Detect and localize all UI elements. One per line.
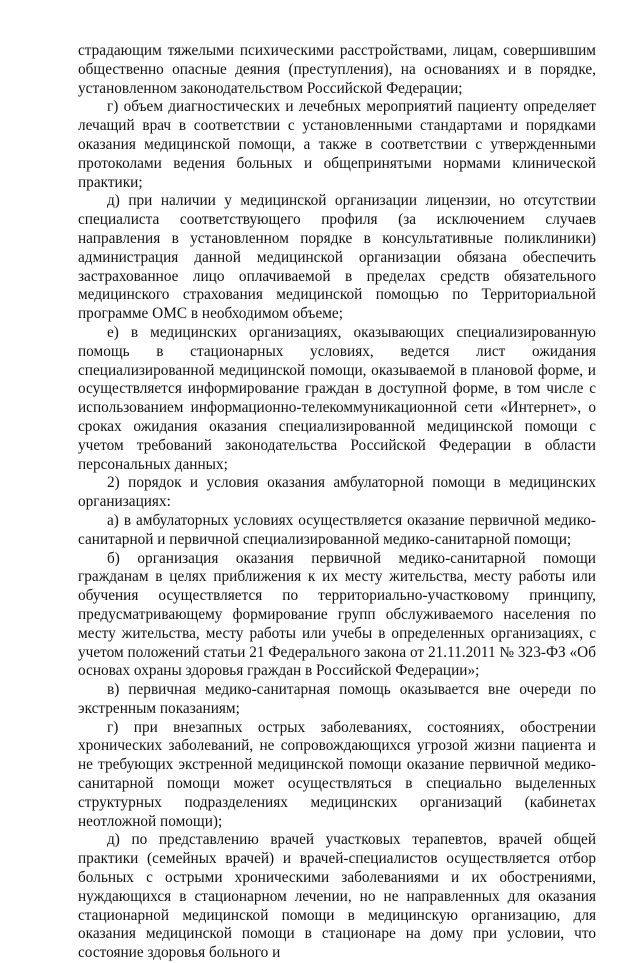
paragraph-d-license: д) при наличии у медицинской организации лицензии, но отсутствии специалиста соответствующего профиля (за исключением случаев направления в установленном порядке в консультативные поликлиники) администрация данной медицинской организации обязана обеспечить застрахованное лицо оплачиваемой в пределах средств обязательного медицинского страхования медицинской помощью по Территориальной программе ОМС в необходимом объеме; bbox=[78, 192, 596, 323]
paragraph-g-acute: г) при внезапных острых заболеваниях, состояниях, обострении хронических заболеваний, не сопровождающихся угрозой жизни пациента и не требующих экстренной медицинской помощи оказание первичной медико-санитарной помощи может осуществляться в специально выделенных структурных подразделениях медицинских организаций (кабинетах неотложной помощи); bbox=[78, 718, 596, 830]
paragraph-continuation: страдающим тяжелыми психическими расстройствами, лицам, совершившим общественно опасные деяния (преступления), на основаниях и в порядке, установленном законодательством Российской Федерации; bbox=[78, 42, 596, 97]
paragraph-e-waiting-list: е) в медицинских организациях, оказывающих специализированную помощь в стационарных условиях, ведется лист ожидания специализированной медицинской помощи, оказываемой в плановой форме, и осуществляется информирование граждан в доступной форме, в том числе с использованием информационно-телекоммуникационной сети «Интернет», о сроках ожидания оказания специализированной медицинской помощи с учетом требований законодательства Российской Федерации в области персональных данных; bbox=[78, 323, 596, 473]
paragraph-g-treatment-scope: г) объем диагностических и лечебных мероприятий пациенту определяет лечащий врач в соответствии с установленными стандартами и порядками оказания медицинской помощи, а также в соответствии с утвержденными протоколами ведения больных и общепринятыми нормами клинической практики; bbox=[78, 98, 596, 191]
paragraph-v-emergency: в) первичная медико-санитарная помощь оказывается вне очереди по экстренным показаниям; bbox=[78, 681, 596, 717]
paragraph-b-organization: б) организация оказания первичной медико-санитарной помощи гражданам в целях приближения к их месту жительства, месту работы или обучения осуществляется по территориально-участковому принципу, предусматривающему формирование групп обслуживаемого населения по месту жительства, месту работы или учебы в определенных организациях, с учетом положений статьи 21 Федерального закона от 21.11.2011 № 323-ФЗ «Об основах охраны здоровья граждан в Российской Федерации»; bbox=[78, 549, 596, 680]
document-page bbox=[78, 42, 596, 963]
paragraph-2-outpatient-heading: 2) порядок и условия оказания амбулаторной помощи в медицинских организациях: bbox=[78, 474, 596, 511]
paragraph-a-outpatient: а) в амбулаторных условиях осуществляется оказание первичной медико-санитарной и первичной специализированной медико-санитарной помощи; bbox=[78, 511, 596, 548]
paragraph-d-home-hospital: д) по представлению врачей участковых терапевтов, врачей общей практики (семейных врачей) и врачей-специалистов осуществляется отбор больных с острыми хроническими заболеваниями и их обострениями, нуждающихся в стационарном лечении, но не направленных для оказания стационарной медицинской помощи в медицинскую организацию, для оказания медицинской помощи в стационаре на дому при условии, что состояние здоровья больного и bbox=[78, 831, 596, 962]
